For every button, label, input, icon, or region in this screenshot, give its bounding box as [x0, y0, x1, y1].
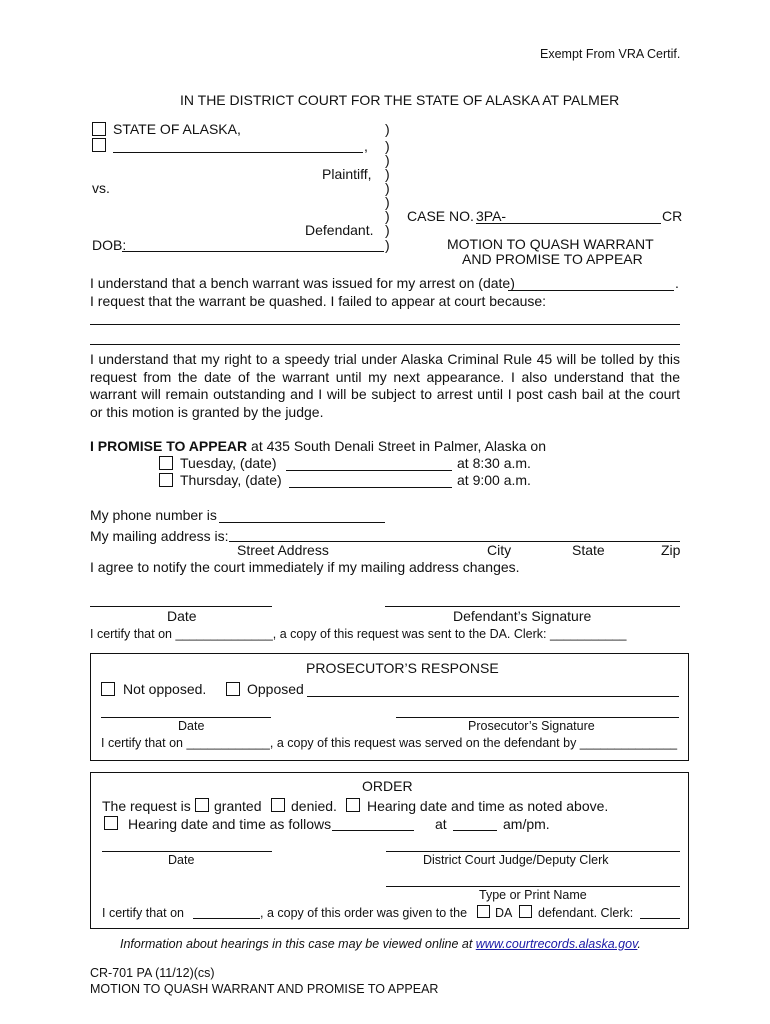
vs-label: vs. [92, 180, 110, 196]
order-certify-start: I certify that on [102, 906, 184, 920]
clerk-line[interactable] [640, 918, 680, 919]
zip-label: Zip [661, 542, 681, 558]
opposed-checkbox[interactable] [226, 682, 240, 696]
prosecutor-signature-label: Prosecutor’s Signature [468, 719, 595, 733]
paren: ) [385, 222, 390, 238]
court-title: IN THE DISTRICT COURT FOR THE STATE OF ALASKA AT PALMER [180, 92, 620, 108]
tuesday-time: at 8:30 a.m. [457, 455, 531, 471]
order-certify-middle: , a copy of this order was given to the [260, 906, 468, 920]
info-text: Information about hearings in this case may be viewed online at [120, 937, 476, 951]
city-label: City [487, 542, 512, 558]
bench-warrant-text: I understand that a bench warrant was issued for my arrest on (date) [90, 275, 515, 291]
promise-bold: I PROMISE TO APPEAR [90, 438, 248, 454]
defendant-signature-line[interactable] [385, 606, 680, 607]
print-name-line[interactable] [386, 886, 680, 887]
paren: ) [385, 166, 390, 182]
certify-da-text: I certify that on ______________, a copy of this request was sent to the DA. Clerk: ___________ [90, 627, 627, 641]
judge-label: District Court Judge/Deputy Clerk [423, 853, 609, 867]
motion-title-1: MOTION TO QUASH WARRANT [447, 236, 654, 252]
phone-line[interactable] [219, 522, 385, 523]
order-date-line[interactable] [102, 851, 272, 852]
reason-line-1[interactable] [90, 324, 680, 325]
opposed-reason-line[interactable] [307, 696, 679, 697]
order-certify-date-line[interactable] [193, 918, 260, 919]
tuesday-label: Tuesday, (date) [180, 455, 277, 471]
warrant-date-line[interactable] [508, 290, 674, 291]
state-of-alaska-label: STATE OF ALASKA, [113, 121, 241, 137]
defendant-signature-label: Defendant’s Signature [453, 608, 592, 624]
paren: ) [385, 121, 390, 137]
ampm-label: am/pm. [503, 816, 550, 832]
dob-label: DOB: [92, 237, 127, 253]
defendant-label: Defendant. [305, 222, 374, 238]
phone-label: My phone number is [90, 507, 217, 523]
motion-title-2: AND PROMISE TO APPEAR [462, 251, 643, 267]
plaintiff-label: Plaintiff, [322, 166, 372, 182]
state-label: State [572, 542, 605, 558]
case-number-line[interactable] [476, 223, 661, 224]
plaintiff-comma: , [364, 138, 368, 154]
state-of-alaska-checkbox[interactable] [92, 122, 106, 136]
info-line [120, 937, 641, 952]
paren: ) [385, 138, 390, 154]
hearing-noted-checkbox[interactable] [346, 798, 360, 812]
defendant-date-line[interactable] [90, 606, 272, 607]
prosecutor-title: PROSECUTOR’S RESPONSE [306, 660, 499, 676]
request-is-label: The request is [102, 798, 191, 814]
denied-checkbox[interactable] [271, 798, 285, 812]
agree-text: I agree to notify the court immediately if my mailing address changes. [90, 559, 520, 575]
hearing-date-line[interactable] [332, 830, 414, 831]
info-end: . [637, 937, 641, 951]
judge-signature-line[interactable] [386, 851, 680, 852]
prosecutor-date-line[interactable] [101, 717, 271, 718]
paren: ) [385, 194, 390, 210]
reason-line-2[interactable] [90, 344, 680, 345]
case-suffix: CR [662, 208, 683, 224]
case-prefix: 3PA- [476, 208, 507, 224]
at-label: at [435, 816, 447, 832]
paren: ) [385, 237, 390, 253]
paren: ) [385, 208, 390, 224]
defendant-date-label: Date [167, 608, 197, 624]
denied-label: denied. [291, 798, 337, 814]
prosecutor-certify-text: I certify that on ____________, a copy of this request was served on the defendant by ______________ [101, 736, 678, 750]
hearing-noted-label: Hearing date and time as noted above. [367, 798, 609, 814]
other-plaintiff-line[interactable] [113, 152, 363, 153]
mailing-label: My mailing address is: [90, 528, 229, 544]
not-opposed-checkbox[interactable] [101, 682, 115, 696]
granted-checkbox[interactable] [195, 798, 209, 812]
form-id: CR-701 PA (11/12)(cs) [90, 966, 215, 980]
speedy-trial-paragraph: I understand that my right to a speedy trial under Alaska Criminal Rule 45 will be tolled by this request from the date of the warrant until my next appearance. I also understand that the warrant will remain outstanding and I will be subject to arrest until I post cash bail at the court or this motion is granted by the judge. [90, 351, 680, 420]
form-title: MOTION TO QUASH WARRANT AND PROMISE TO APPEAR [90, 982, 439, 996]
hearing-follows-label: Hearing date and time as follows [128, 816, 332, 832]
other-plaintiff-checkbox[interactable] [92, 138, 106, 152]
hearing-follows-checkbox[interactable] [104, 816, 118, 830]
defendant-clerk-label: defendant. Clerk: [538, 906, 634, 920]
order-date-label: Date [168, 853, 195, 867]
thursday-checkbox[interactable] [159, 473, 173, 487]
dob-line[interactable] [122, 251, 384, 252]
not-opposed-label: Not opposed. [123, 681, 207, 697]
da-label: DA [495, 906, 513, 920]
defendant-checkbox[interactable] [519, 905, 532, 918]
paren: ) [385, 180, 390, 196]
case-no-label: CASE NO. [407, 208, 474, 224]
da-checkbox[interactable] [477, 905, 490, 918]
thursday-time: at 9:00 a.m. [457, 472, 531, 488]
courtrecords-link[interactable]: www.courtrecords.alaska.gov [475, 937, 638, 951]
exempt-note: Exempt From VRA Certif. [540, 47, 681, 61]
print-name-label: Type or Print Name [479, 888, 587, 902]
prosecutor-signature-line[interactable] [396, 717, 679, 718]
order-title: ORDER [362, 778, 413, 794]
order-box [90, 772, 689, 929]
prosecutor-date-label: Date [178, 719, 205, 733]
thursday-label: Thursday, (date) [180, 472, 282, 488]
tuesday-date-line[interactable] [286, 470, 452, 471]
promise-rest: at 435 South Denali Street in Palmer, Alaska on [247, 438, 546, 454]
prosecutor-response-box [90, 653, 689, 761]
request-text: I request that the warrant be quashed. I failed to appear at court because: [90, 293, 547, 309]
period: . [675, 275, 679, 291]
granted-label: granted [214, 798, 262, 814]
street-label: Street Address [237, 542, 329, 558]
promise-line [90, 438, 546, 455]
tuesday-checkbox[interactable] [159, 456, 173, 470]
thursday-date-line[interactable] [289, 487, 452, 488]
paren: ) [385, 152, 390, 168]
hearing-time-line[interactable] [453, 830, 497, 831]
opposed-label: Opposed [247, 681, 304, 697]
